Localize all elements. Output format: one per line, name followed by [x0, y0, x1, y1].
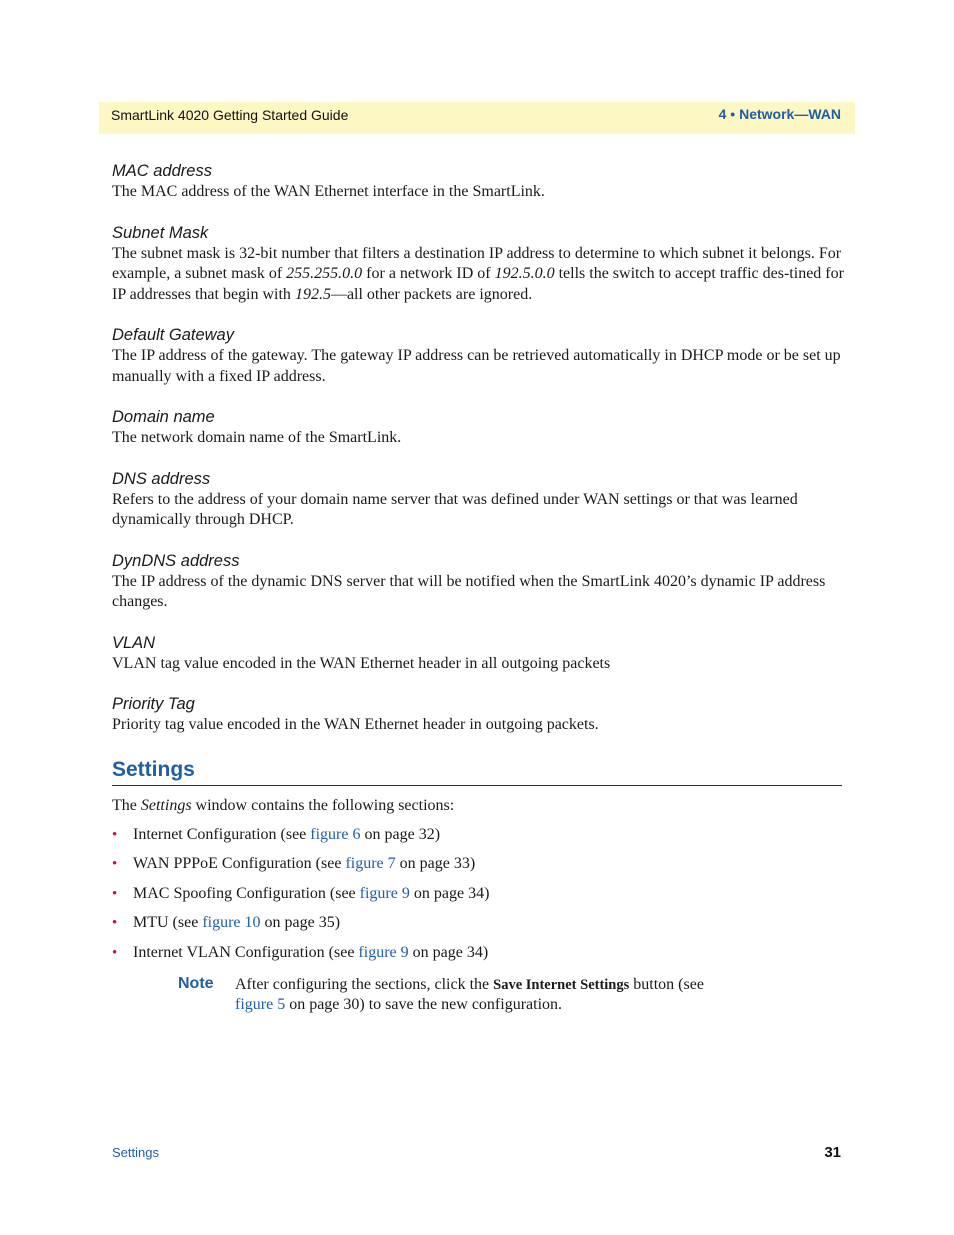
intro-italic-text: Settings: [140, 796, 192, 814]
term-title: Domain name: [112, 408, 215, 426]
list-item-text: on page 33): [395, 855, 476, 872]
term-description: Refers to the address of your domain name server that was defined under WAN settings or that was learned dynamically through DHCP.: [112, 490, 798, 528]
list-item-text: WAN PPPoE Configuration (see: [133, 855, 346, 872]
page-content: [112, 160, 844, 1016]
term-title: DynDNS address: [112, 551, 240, 570]
intro-text: window contains the following sections:: [191, 796, 455, 814]
list-item: [112, 854, 844, 874]
network-id-example: 192.5.0.0: [494, 265, 555, 282]
desc-text: The subnet mask is 32-bit number that filters a destination IP address to determine to which subnet it belongs. For example, a subnet mask of: [112, 244, 842, 282]
list-item-text: on page 34): [408, 943, 489, 961]
bullet-icon: •: [112, 944, 118, 961]
ip-prefix-example: 192.5: [294, 285, 331, 303]
term-title: Default Gateway: [112, 326, 234, 344]
desc-text: for a network ID of: [362, 265, 495, 282]
list-item-text: MAC Spoofing Configuration (see: [133, 884, 360, 902]
term-block: [112, 632, 844, 675]
header-chapter-title: 4 • Network—WAN: [718, 106, 841, 122]
list-item-text: on page 35): [260, 914, 341, 931]
term-description: The MAC address of the WAN Ethernet interface in the SmartLink.: [112, 183, 545, 200]
term-block: [112, 406, 844, 449]
figure-link[interactable]: figure 5: [235, 996, 286, 1013]
settings-intro: [112, 796, 844, 816]
footer-section-name: Settings: [112, 1145, 159, 1160]
term-title: VLAN: [112, 633, 156, 652]
note-callout: [112, 975, 844, 1016]
header-guide-title: SmartLink 4020 Getting Started Guide: [111, 107, 349, 123]
bullet-icon: •: [112, 915, 118, 931]
list-item-text: Internet VLAN Configuration (see: [133, 943, 359, 961]
term-block: [112, 550, 844, 613]
running-header: [99, 102, 855, 134]
term-title: DNS address: [112, 469, 211, 488]
term-block: [112, 222, 844, 306]
list-item: [112, 884, 844, 904]
list-item-text: MTU (see: [133, 914, 203, 931]
subnet-mask-example: 255.255.0.0: [286, 265, 363, 282]
term-description: The IP address of the gateway. The gateway IP address can be retrieved automatically in DHCP mode or be set up manually with a fixed IP address.: [112, 347, 841, 385]
button-name-reference: Save Internet Settings: [493, 976, 630, 993]
figure-link[interactable]: figure 6: [310, 825, 361, 843]
list-item: [112, 943, 844, 963]
desc-text: tells the switch to accept traffic des-tined for IP addresses that begin with: [112, 265, 844, 303]
term-block: [112, 468, 844, 531]
desc-text: —all other packets are ignored.: [330, 285, 533, 303]
term-block: [112, 324, 844, 387]
note-label: Note: [178, 974, 214, 992]
page-number: 31: [824, 1144, 841, 1161]
term-description: The network domain name of the SmartLink.: [112, 429, 402, 446]
section-heading-settings: Settings: [112, 758, 842, 786]
figure-link[interactable]: figure 10: [202, 914, 261, 931]
term-title: Subnet Mask: [112, 223, 209, 242]
term-description: VLAN tag value encoded in the WAN Ethernet header in all outgoing packets: [112, 654, 611, 672]
bullet-icon: •: [112, 826, 118, 843]
term-description: [112, 244, 844, 306]
note-body: button (see: [629, 975, 704, 993]
settings-sections-list: [112, 825, 844, 963]
term-title: Priority Tag: [112, 695, 195, 713]
intro-text: The: [112, 796, 141, 814]
term-block: [112, 693, 844, 736]
bullet-icon: •: [112, 885, 118, 902]
note-body: After configuring the sections, click the: [235, 975, 494, 993]
note-text: [235, 975, 735, 1016]
list-item: [112, 913, 844, 933]
list-item-text: Internet Configuration (see: [133, 825, 311, 843]
term-description: Priority tag value encoded in the WAN Ethernet header in outgoing packets.: [112, 716, 599, 733]
term-block: [112, 160, 844, 203]
note-body: on page 30) to save the new configuration.: [285, 996, 563, 1013]
figure-link[interactable]: figure 9: [359, 884, 410, 902]
list-item-text: on page 32): [360, 825, 441, 843]
figure-link[interactable]: figure 9: [358, 943, 409, 961]
bullet-icon: •: [112, 856, 118, 872]
term-description: The IP address of the dynamic DNS server that will be notified when the SmartLink 4020’s dynamic IP address changes.: [112, 572, 826, 610]
list-item-text: on page 34): [409, 884, 490, 902]
list-item: [112, 825, 844, 845]
term-title: MAC address: [112, 162, 212, 180]
figure-link[interactable]: figure 7: [345, 855, 396, 872]
